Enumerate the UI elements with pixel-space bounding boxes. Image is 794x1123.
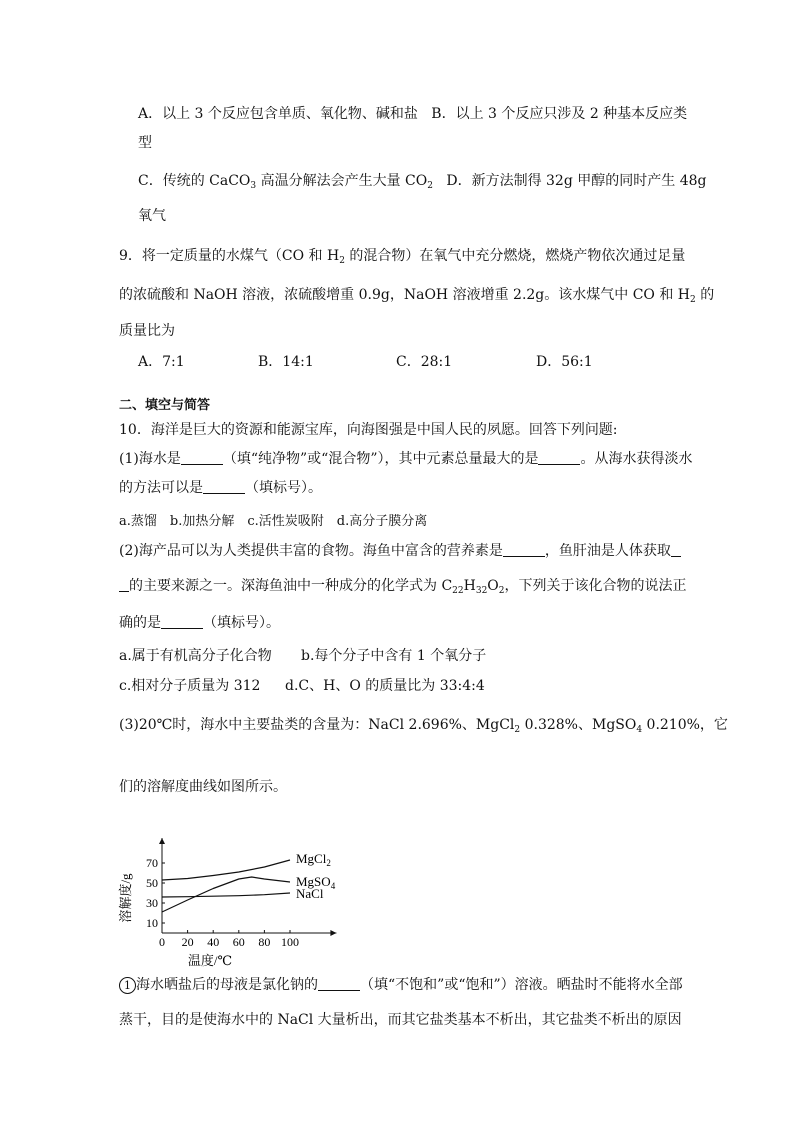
chart-series — [162, 851, 336, 912]
x-tick-label: 20 — [181, 935, 194, 949]
q9-stem-line2: 的浓硫酸和 NaOH 溶液，浓硫酸增重 0.9g，NaOH 溶液增重 2.2g。该水煤气中 CO 和 $H_2$ 的 — [119, 287, 715, 305]
q10-part2-line3: 确的是 （填标号）。 — [119, 615, 280, 631]
q10-part2-option-a: a.属于有机高分子化合物 — [119, 648, 272, 664]
y-tick-label: 50 — [146, 876, 158, 890]
q10-stem: 10．海洋是巨大的资源和能源宝库，向海图强是中国人民的夙愿。回答下列问题: — [119, 422, 618, 438]
chart-ticks — [146, 856, 299, 949]
y-axis-label: 溶解度/g — [118, 873, 133, 923]
answer-blank[interactable] — [181, 451, 223, 465]
answer-blank[interactable] — [203, 480, 245, 494]
q10-part3-q1-line2: 蒸干，目的是使海水中的 NaCl 大量析出，而其它盐类基本不析出，其它盐类不析出的原因 — [119, 1012, 682, 1028]
y-tick-label: 10 — [146, 916, 158, 930]
solubility-chart — [110, 808, 350, 968]
section-title: 二、填空与简答 — [119, 398, 211, 413]
series-line-mgcl2 — [162, 860, 290, 880]
q8-option-a-b-line — [138, 104, 687, 124]
q10-part2-option-c: c.相对分子质量为 312 — [119, 678, 261, 694]
answer-blank[interactable] — [161, 615, 203, 629]
q10-part1-line2: 的方法可以是 （填标号）。 — [119, 480, 322, 496]
q10-part2-option-b: b.每个分子中含有 1 个氧分子 — [301, 648, 487, 664]
q9-option-d: D．56:1 — [536, 354, 593, 370]
circled-number: 1 — [119, 977, 136, 994]
q10-part1-line1: (1)海水是 （填“纯净物”或“混合物”），其中元素总量最大的是 。从海水获得淡水 — [119, 451, 693, 467]
answer-blank[interactable] — [318, 977, 360, 991]
x-tick-label: 100 — [281, 935, 299, 949]
q9-stem-line3: 质量比为 — [119, 323, 175, 339]
q10-part3-line2: 们的溶解度曲线如图所示。 — [119, 779, 287, 795]
q10-part1-options: a.蒸馏 b.加热分解 c.活性炭吸附 d.高分子膜分离 — [119, 514, 428, 529]
answer-blank[interactable] — [503, 543, 545, 557]
q8-option-d: D．新方法制得 32g 甲醇的同时产生 48g — [446, 173, 707, 189]
q10-part2-line2: 的主要来源之一。深海鱼油中一种成分的化学式为 $C_{22}H_{32}O_2$，下列关于该化合物的说法正 — [119, 576, 687, 596]
x-tick-label: 80 — [258, 935, 271, 949]
x-tick-label: 60 — [232, 935, 245, 949]
q8-option-b: B．以上 3 个反应只涉及 2 种基本反应类 — [431, 106, 688, 122]
series-label-mgso4: MgSO$_4$ — [296, 874, 336, 891]
y-axis-arrow — [159, 838, 165, 844]
q10-part3-line1: (3)20℃时，海水中主要盐类的含量为：NaCl 2.696%、MgCl$_2$ 0.328%、MgSO$_4$ 0.210%，它 — [119, 717, 728, 735]
x-axis-arrow — [330, 930, 336, 936]
y-tick-label: 30 — [146, 896, 158, 910]
q10-part2-line1: (2)海产品可以为人类提供丰富的食物。海鱼中富含的营养素是 ，鱼肝油是人体获取 — [119, 541, 681, 561]
series-line-nacl — [162, 893, 290, 897]
x-axis-label: 温度/℃ — [187, 953, 233, 968]
series-label-mgcl2: MgCl$_2$ — [296, 851, 331, 868]
q8-option-a: A．以上 3 个反应包含单质、氧化物、碱和盐 — [138, 106, 418, 122]
series-label-nacl: NaCl — [296, 886, 324, 901]
q10-part2-option-d: d.C、H、O 的质量比为 33:4:4 — [285, 678, 485, 694]
q8-option-d-cont: 氧气 — [138, 208, 166, 224]
q9-stem-line1: 9．将一定质量的水煤气（CO 和 $H_2$ 的混合物）在氧气中充分燃烧，燃烧产物依次通过足量 — [119, 248, 686, 266]
q10-part3-q1-line1: 1 海水晒盐后的母液是氯化钠的 （填“不饱和”或“饱和”）溶液。晒盐时不能将水全部 — [119, 975, 683, 995]
q8-option-c: C．传统的 CaCO$_3$ 高温分解法会产生大量 $CO_2$ — [138, 173, 433, 191]
q8-option-b-cont: 型 — [138, 135, 152, 151]
x-tick-label: 0 — [159, 935, 165, 949]
q9-option-a: A．7:1 — [138, 354, 185, 370]
q9-option-b: B．14:1 — [258, 354, 314, 370]
x-tick-label: 40 — [207, 935, 220, 949]
q8-option-c-d-line — [138, 171, 706, 191]
answer-blank[interactable] — [671, 543, 681, 557]
answer-blank[interactable] — [119, 578, 129, 592]
q9-option-c: C．28:1 — [396, 354, 453, 370]
y-tick-label: 70 — [146, 856, 158, 870]
answer-blank[interactable] — [538, 451, 580, 465]
